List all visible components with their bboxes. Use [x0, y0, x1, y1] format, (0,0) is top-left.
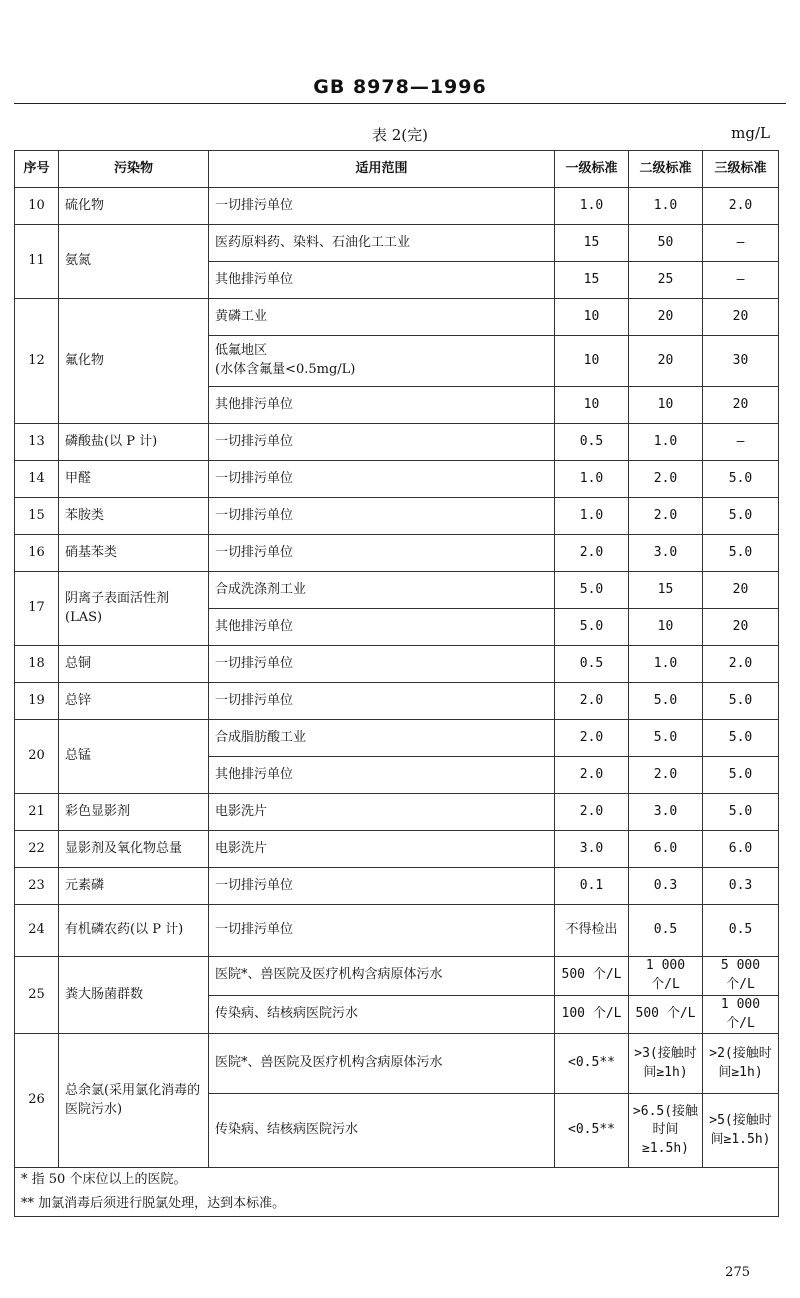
- applicable-scope: 合成脂肪酸工业: [209, 720, 555, 757]
- level-3-standard: 2.0: [703, 188, 779, 225]
- level-2-standard: 20: [629, 299, 703, 336]
- applicable-scope: 电影洗片: [209, 794, 555, 831]
- row-number: 12: [15, 299, 59, 424]
- level-3-standard: >5(接触时间≥1.5h): [703, 1094, 779, 1168]
- table-row: [15, 905, 779, 957]
- level-3-standard: 0.3: [703, 868, 779, 905]
- row-number: 25: [15, 957, 59, 1034]
- level-1-standard: 3.0: [555, 831, 629, 868]
- row-number: 16: [15, 535, 59, 572]
- pollutant-name: 显影剂及氧化物总量: [59, 831, 209, 868]
- table-caption: 表 2(完): [371, 126, 429, 144]
- level-1-standard: 100 个/L: [555, 995, 629, 1034]
- level-2-standard: 500 个/L: [629, 995, 703, 1034]
- table-row: [15, 299, 779, 336]
- row-number: 18: [15, 646, 59, 683]
- level-2-standard: >3(接触时间≥1h): [629, 1034, 703, 1094]
- row-number: 13: [15, 424, 59, 461]
- level-2-standard: >6.5(接触时间≥1.5h): [629, 1094, 703, 1168]
- table-row: [15, 461, 779, 498]
- column-header: 适用范围: [209, 151, 555, 188]
- row-number: 24: [15, 905, 59, 957]
- row-number: 19: [15, 683, 59, 720]
- level-1-standard: 10: [555, 387, 629, 424]
- level-3-standard: 5.0: [703, 498, 779, 535]
- level-3-standard: 20: [703, 572, 779, 609]
- table-row: [15, 720, 779, 757]
- level-3-standard: 0.5: [703, 905, 779, 957]
- level-1-standard: 2.0: [555, 720, 629, 757]
- applicable-scope: 医院*、兽医院及医疗机构含病原体污水: [209, 1034, 555, 1094]
- level-1-standard: 1.0: [555, 498, 629, 535]
- column-header: 一级标准: [555, 151, 629, 188]
- level-3-standard: 5.0: [703, 794, 779, 831]
- level-1-standard: 0.1: [555, 868, 629, 905]
- level-1-standard: 1.0: [555, 461, 629, 498]
- applicable-scope: 传染病、结核病医院污水: [209, 995, 555, 1034]
- pollutant-name: 粪大肠菌群数: [59, 957, 209, 1034]
- footnote: * 指 50 个床位以上的医院。: [21, 1172, 187, 1188]
- row-number: 17: [15, 572, 59, 646]
- level-1-standard: 0.5: [555, 646, 629, 683]
- level-3-standard: —: [703, 262, 779, 299]
- applicable-scope: 一切排污单位: [209, 868, 555, 905]
- level-3-standard: 20: [703, 299, 779, 336]
- table-row: [15, 957, 779, 996]
- table-header-row: [15, 151, 779, 188]
- pollutant-name: 硫化物: [59, 188, 209, 225]
- applicable-scope: 一切排污单位: [209, 683, 555, 720]
- pollutant-name: 苯胺类: [59, 498, 209, 535]
- level-1-standard: 500 个/L: [555, 957, 629, 996]
- column-header: 序号: [15, 151, 59, 188]
- pollutant-name: 有机磷农药(以 P 计): [59, 905, 209, 957]
- level-2-standard: 15: [629, 572, 703, 609]
- applicable-scope: 一切排污单位: [209, 905, 555, 957]
- level-2-standard: 6.0: [629, 831, 703, 868]
- level-2-standard: 3.0: [629, 535, 703, 572]
- level-2-standard: 10: [629, 609, 703, 646]
- applicable-scope: 医药原料药、染料、石油化工工业: [209, 225, 555, 262]
- row-number: 26: [15, 1034, 59, 1168]
- applicable-scope: 医院*、兽医院及医疗机构含病原体污水: [209, 957, 555, 996]
- applicable-scope: 一切排污单位: [209, 535, 555, 572]
- applicable-scope: 其他排污单位: [209, 387, 555, 424]
- pollutant-name: 磷酸盐(以 P 计): [59, 424, 209, 461]
- level-1-standard: 5.0: [555, 572, 629, 609]
- pollutant-name: 总锰: [59, 720, 209, 794]
- applicable-scope: 一切排污单位: [209, 424, 555, 461]
- level-2-standard: 10: [629, 387, 703, 424]
- pollutant-name: 氨氮: [59, 225, 209, 299]
- pollutant-name: 总铜: [59, 646, 209, 683]
- table-row: [15, 683, 779, 720]
- table-row: [15, 424, 779, 461]
- row-number: 10: [15, 188, 59, 225]
- level-2-standard: 1.0: [629, 424, 703, 461]
- pollutant-name: 硝基苯类: [59, 535, 209, 572]
- page-number: 275: [725, 1265, 750, 1280]
- table-body: [15, 188, 779, 1168]
- level-2-standard: 1 000 个/L: [629, 957, 703, 996]
- level-2-standard: 20: [629, 336, 703, 387]
- level-1-standard: 0.5: [555, 424, 629, 461]
- pollutant-name: 阴离子表面活性剂 (LAS): [59, 572, 209, 646]
- table-row: [15, 498, 779, 535]
- applicable-scope: 一切排污单位: [209, 498, 555, 535]
- applicable-scope: 一切排污单位: [209, 646, 555, 683]
- table-row: [15, 572, 779, 609]
- level-1-standard: <0.5**: [555, 1094, 629, 1168]
- level-1-standard: 1.0: [555, 188, 629, 225]
- level-3-standard: —: [703, 424, 779, 461]
- applicable-scope: 一切排污单位: [209, 188, 555, 225]
- level-1-standard: 2.0: [555, 794, 629, 831]
- unit-label: mg/L: [731, 124, 770, 142]
- table-row: [15, 831, 779, 868]
- level-3-standard: 5.0: [703, 757, 779, 794]
- level-2-standard: 5.0: [629, 720, 703, 757]
- applicable-scope: 其他排污单位: [209, 609, 555, 646]
- level-2-standard: 2.0: [629, 461, 703, 498]
- level-3-standard: 30: [703, 336, 779, 387]
- row-number: 11: [15, 225, 59, 299]
- level-3-standard: 5.0: [703, 683, 779, 720]
- level-3-standard: 5.0: [703, 461, 779, 498]
- row-number: 14: [15, 461, 59, 498]
- table-row: [15, 535, 779, 572]
- level-1-standard: 5.0: [555, 609, 629, 646]
- pollutant-name: 氟化物: [59, 299, 209, 424]
- level-2-standard: 1.0: [629, 188, 703, 225]
- notes-row: [15, 1168, 779, 1217]
- level-1-standard: 10: [555, 336, 629, 387]
- level-3-standard: 20: [703, 387, 779, 424]
- row-number: 15: [15, 498, 59, 535]
- table-row: [15, 225, 779, 262]
- column-header: 污染物: [59, 151, 209, 188]
- level-2-standard: 5.0: [629, 683, 703, 720]
- table-row: [15, 646, 779, 683]
- level-1-standard: 2.0: [555, 683, 629, 720]
- row-number: 22: [15, 831, 59, 868]
- level-2-standard: 0.3: [629, 868, 703, 905]
- applicable-scope: 其他排污单位: [209, 757, 555, 794]
- table-row: [15, 188, 779, 225]
- standard-code: GB 8978—1996: [313, 76, 487, 98]
- level-2-standard: 50: [629, 225, 703, 262]
- level-1-standard: 10: [555, 299, 629, 336]
- level-3-standard: —: [703, 225, 779, 262]
- row-number: 21: [15, 794, 59, 831]
- pollutant-name: 甲醛: [59, 461, 209, 498]
- level-3-standard: 5.0: [703, 535, 779, 572]
- level-1-standard: 不得检出: [555, 905, 629, 957]
- table-row: [15, 868, 779, 905]
- pollutant-name: 彩色显影剂: [59, 794, 209, 831]
- level-2-standard: 0.5: [629, 905, 703, 957]
- applicable-scope: 合成洗涤剂工业: [209, 572, 555, 609]
- applicable-scope: 低氟地区 (水体含氟量<0.5mg/L): [209, 336, 555, 387]
- applicable-scope: 电影洗片: [209, 831, 555, 868]
- column-header: 三级标准: [703, 151, 779, 188]
- row-number: 20: [15, 720, 59, 794]
- level-1-standard: <0.5**: [555, 1034, 629, 1094]
- footnote: ** 加氯消毒后须进行脱氯处理，达到本标准。: [21, 1196, 286, 1212]
- level-2-standard: 3.0: [629, 794, 703, 831]
- pollutant-name: 元素磷: [59, 868, 209, 905]
- level-2-standard: 2.0: [629, 757, 703, 794]
- level-3-standard: 5 000 个/L: [703, 957, 779, 996]
- pollutant-standards-table: [14, 150, 779, 1217]
- level-3-standard: 20: [703, 609, 779, 646]
- level-3-standard: 5.0: [703, 720, 779, 757]
- level-3-standard: 1 000 个/L: [703, 995, 779, 1034]
- applicable-scope: 其他排污单位: [209, 262, 555, 299]
- column-header: 二级标准: [629, 151, 703, 188]
- table-row: [15, 1034, 779, 1094]
- level-1-standard: 15: [555, 262, 629, 299]
- level-1-standard: 2.0: [555, 757, 629, 794]
- level-1-standard: 2.0: [555, 535, 629, 572]
- level-3-standard: 6.0: [703, 831, 779, 868]
- row-number: 23: [15, 868, 59, 905]
- applicable-scope: 一切排污单位: [209, 461, 555, 498]
- table-row: [15, 794, 779, 831]
- header-rule: [14, 103, 786, 104]
- level-1-standard: 15: [555, 225, 629, 262]
- level-2-standard: 2.0: [629, 498, 703, 535]
- pollutant-name: 总锌: [59, 683, 209, 720]
- level-3-standard: >2(接触时间≥1h): [703, 1034, 779, 1094]
- level-2-standard: 1.0: [629, 646, 703, 683]
- level-2-standard: 25: [629, 262, 703, 299]
- applicable-scope: 黄磷工业: [209, 299, 555, 336]
- applicable-scope: 传染病、结核病医院污水: [209, 1094, 555, 1168]
- footnotes: [15, 1168, 779, 1217]
- pollutant-name: 总余氯(采用氯化消毒的医院污水): [59, 1034, 209, 1168]
- level-3-standard: 2.0: [703, 646, 779, 683]
